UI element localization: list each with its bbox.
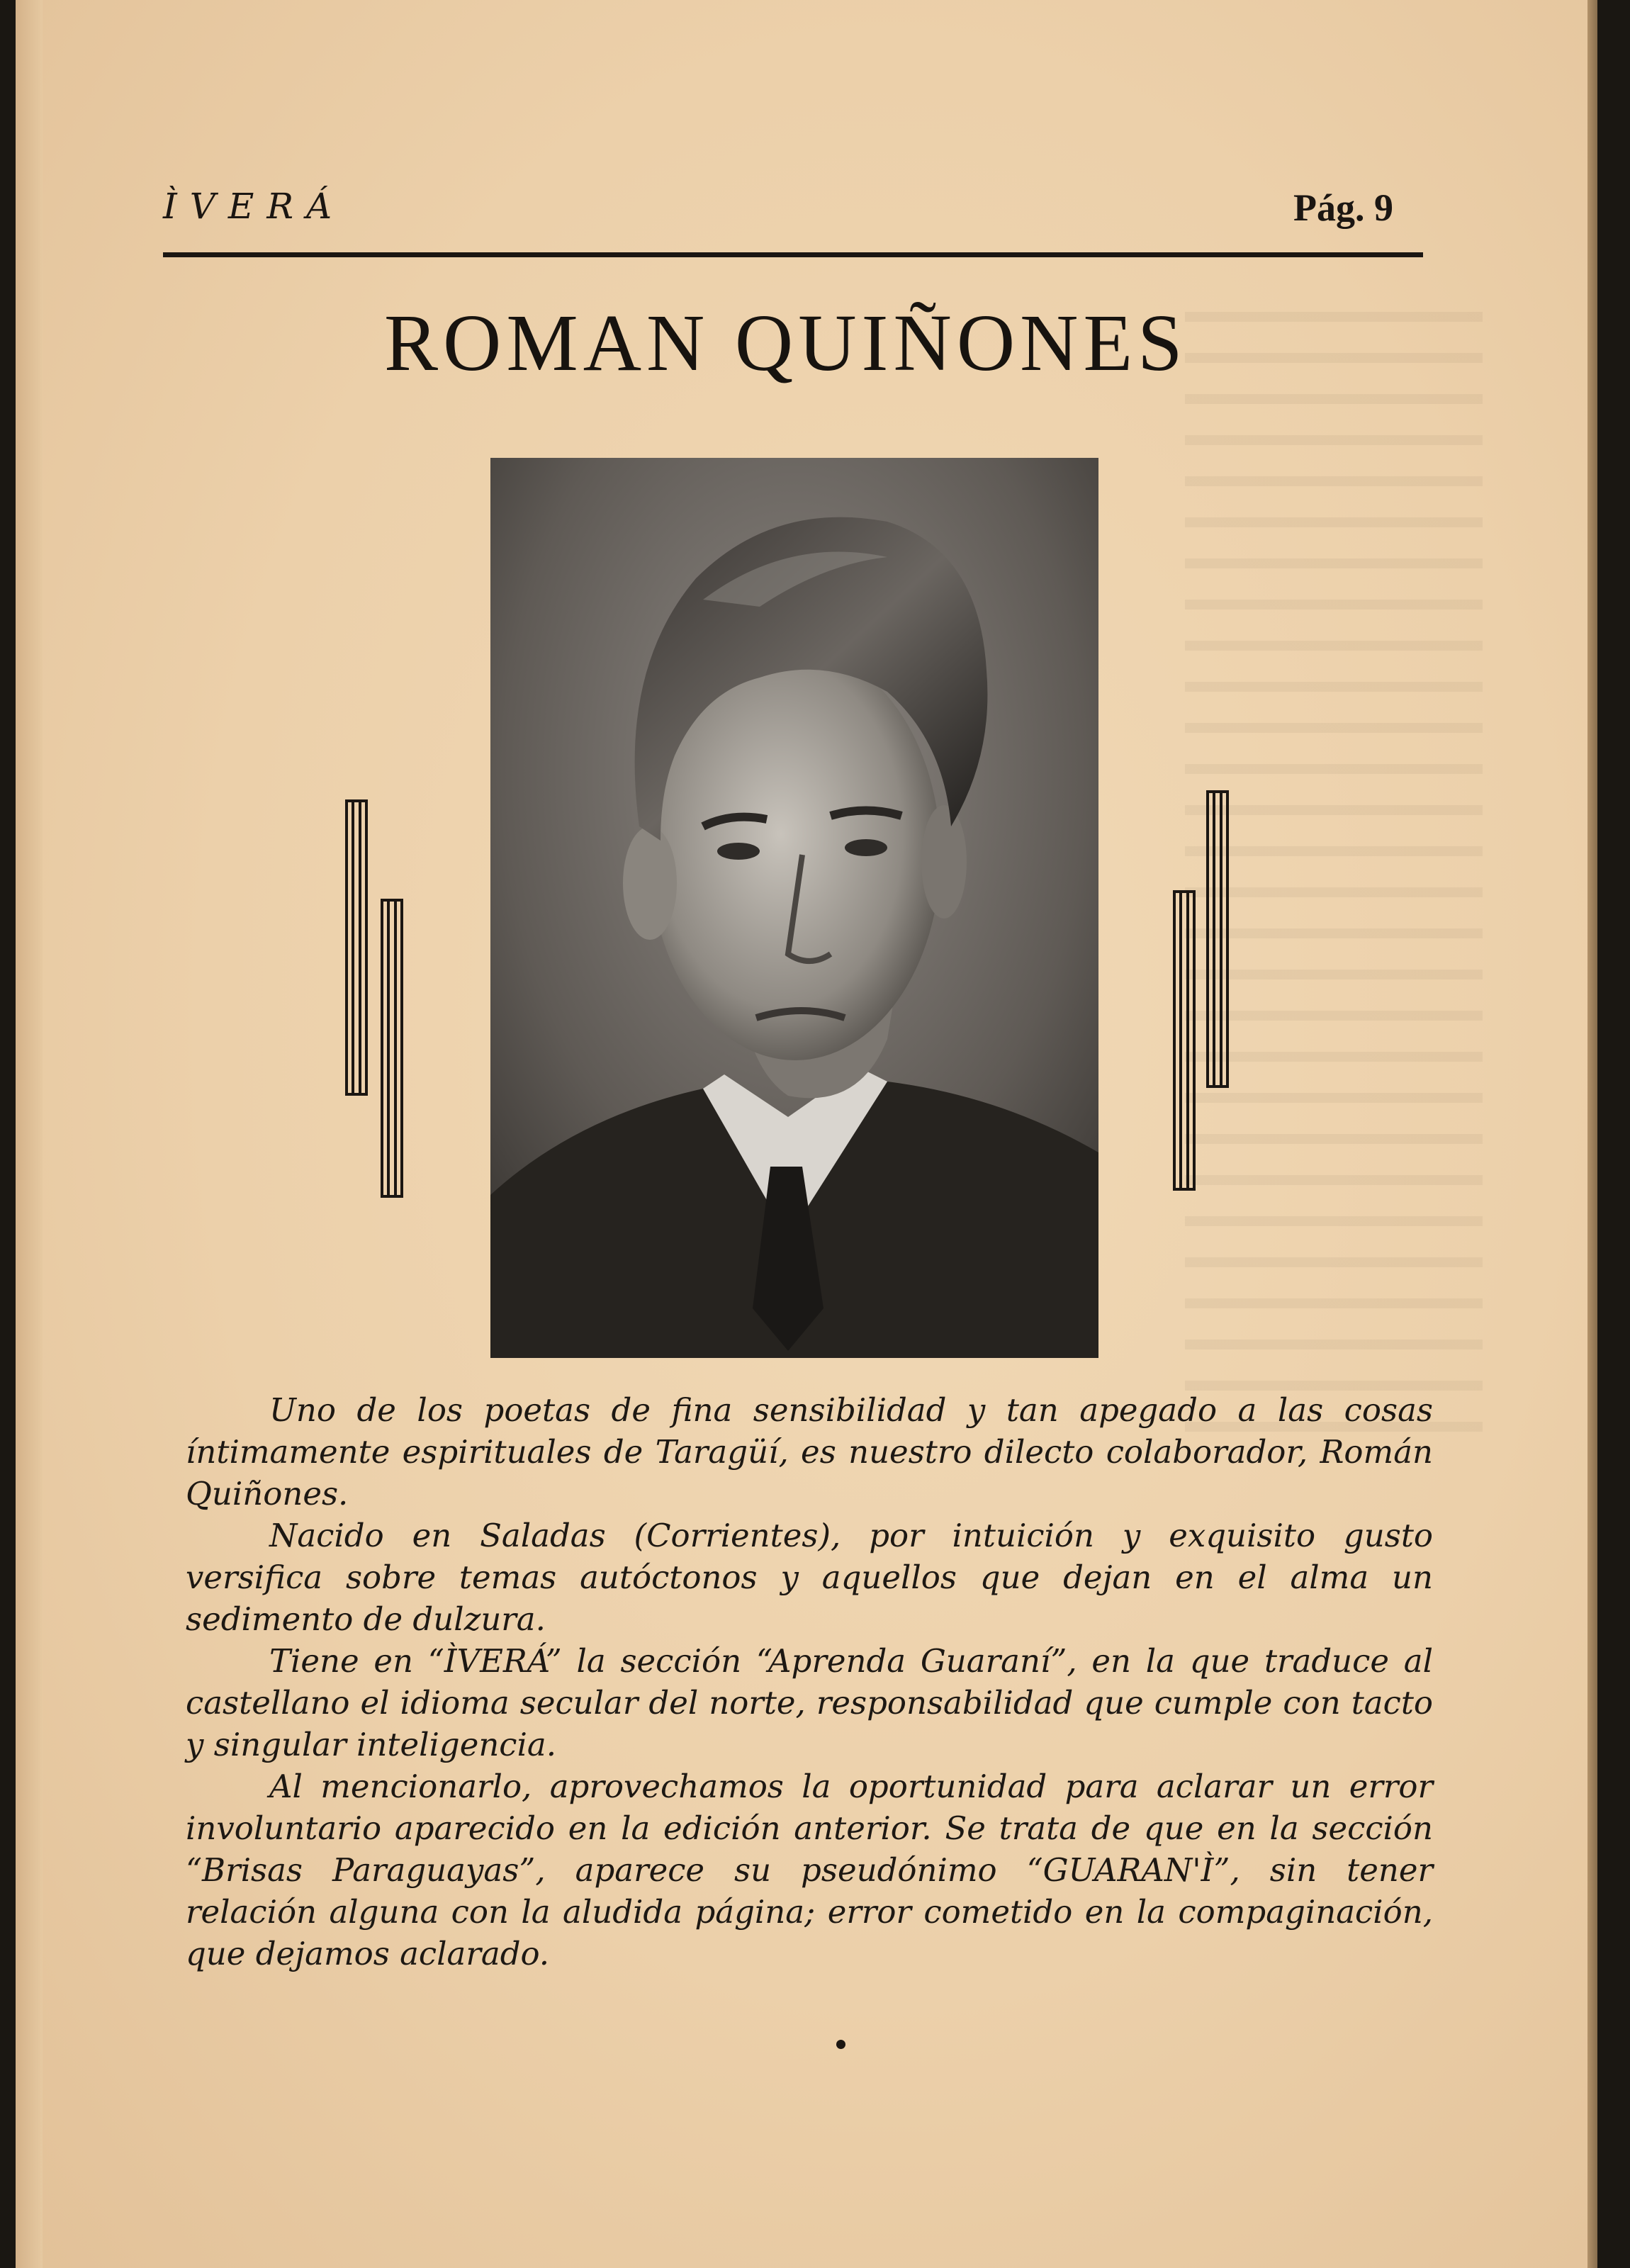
paragraph-1: Uno de los poetas de fina sensibilidad y tan apegado a las cosas íntimamente espirituales de Taragüí, es nuestro dilecto colaborador, Román Quiñones. xyxy=(186,1391,1433,1512)
paragraph-2: Nacido en Saladas (Corrientes), por intuición y exquisito gusto versifica sobre temas autóctonos y aquellos que dejan en el alma un sedimento de dulzura. xyxy=(186,1517,1433,1638)
decorative-bar-left-2 xyxy=(381,899,403,1198)
page-number: Pág. 9 xyxy=(1293,186,1393,229)
bleed-through-texture xyxy=(1185,312,1483,1446)
decorative-bar-left-1 xyxy=(345,799,368,1096)
article-body xyxy=(186,1389,1433,1975)
page-edge-shadow xyxy=(1587,0,1597,2268)
portrait-photo xyxy=(490,458,1098,1358)
paragraph-3: Tiene en “ÌVERÁ” la sección “Aprenda Guaraní”, en la que traduce al castellano el idioma secular del norte, responsabilidad que cumple con tacto y singular inteligencia. xyxy=(186,1642,1433,1763)
paragraph-4: Al mencionarlo, aprovechamos la oportunidad para aclarar un error involuntario aparecido en la edición anterior. Se trata de que en la sección “Brisas Paraguayas”, aparece su pseudónimo “GUARAN'Ì”, sin tener relación alguna con la aludida página; error cometido en la compaginación, que dejamos aclarado. xyxy=(186,1768,1433,1972)
article-title: ROMAN QUIÑONES xyxy=(384,298,1188,388)
decorative-bar-right-2 xyxy=(1173,890,1196,1191)
ornament-dot xyxy=(836,2040,845,2049)
portrait-photo-icon xyxy=(490,458,1098,1358)
magazine-page xyxy=(16,0,1597,2268)
decorative-bar-right-1 xyxy=(1206,790,1229,1088)
header-rule xyxy=(163,252,1423,257)
publication-name: ÌVERÁ xyxy=(163,186,345,227)
page-spine xyxy=(16,0,43,2268)
